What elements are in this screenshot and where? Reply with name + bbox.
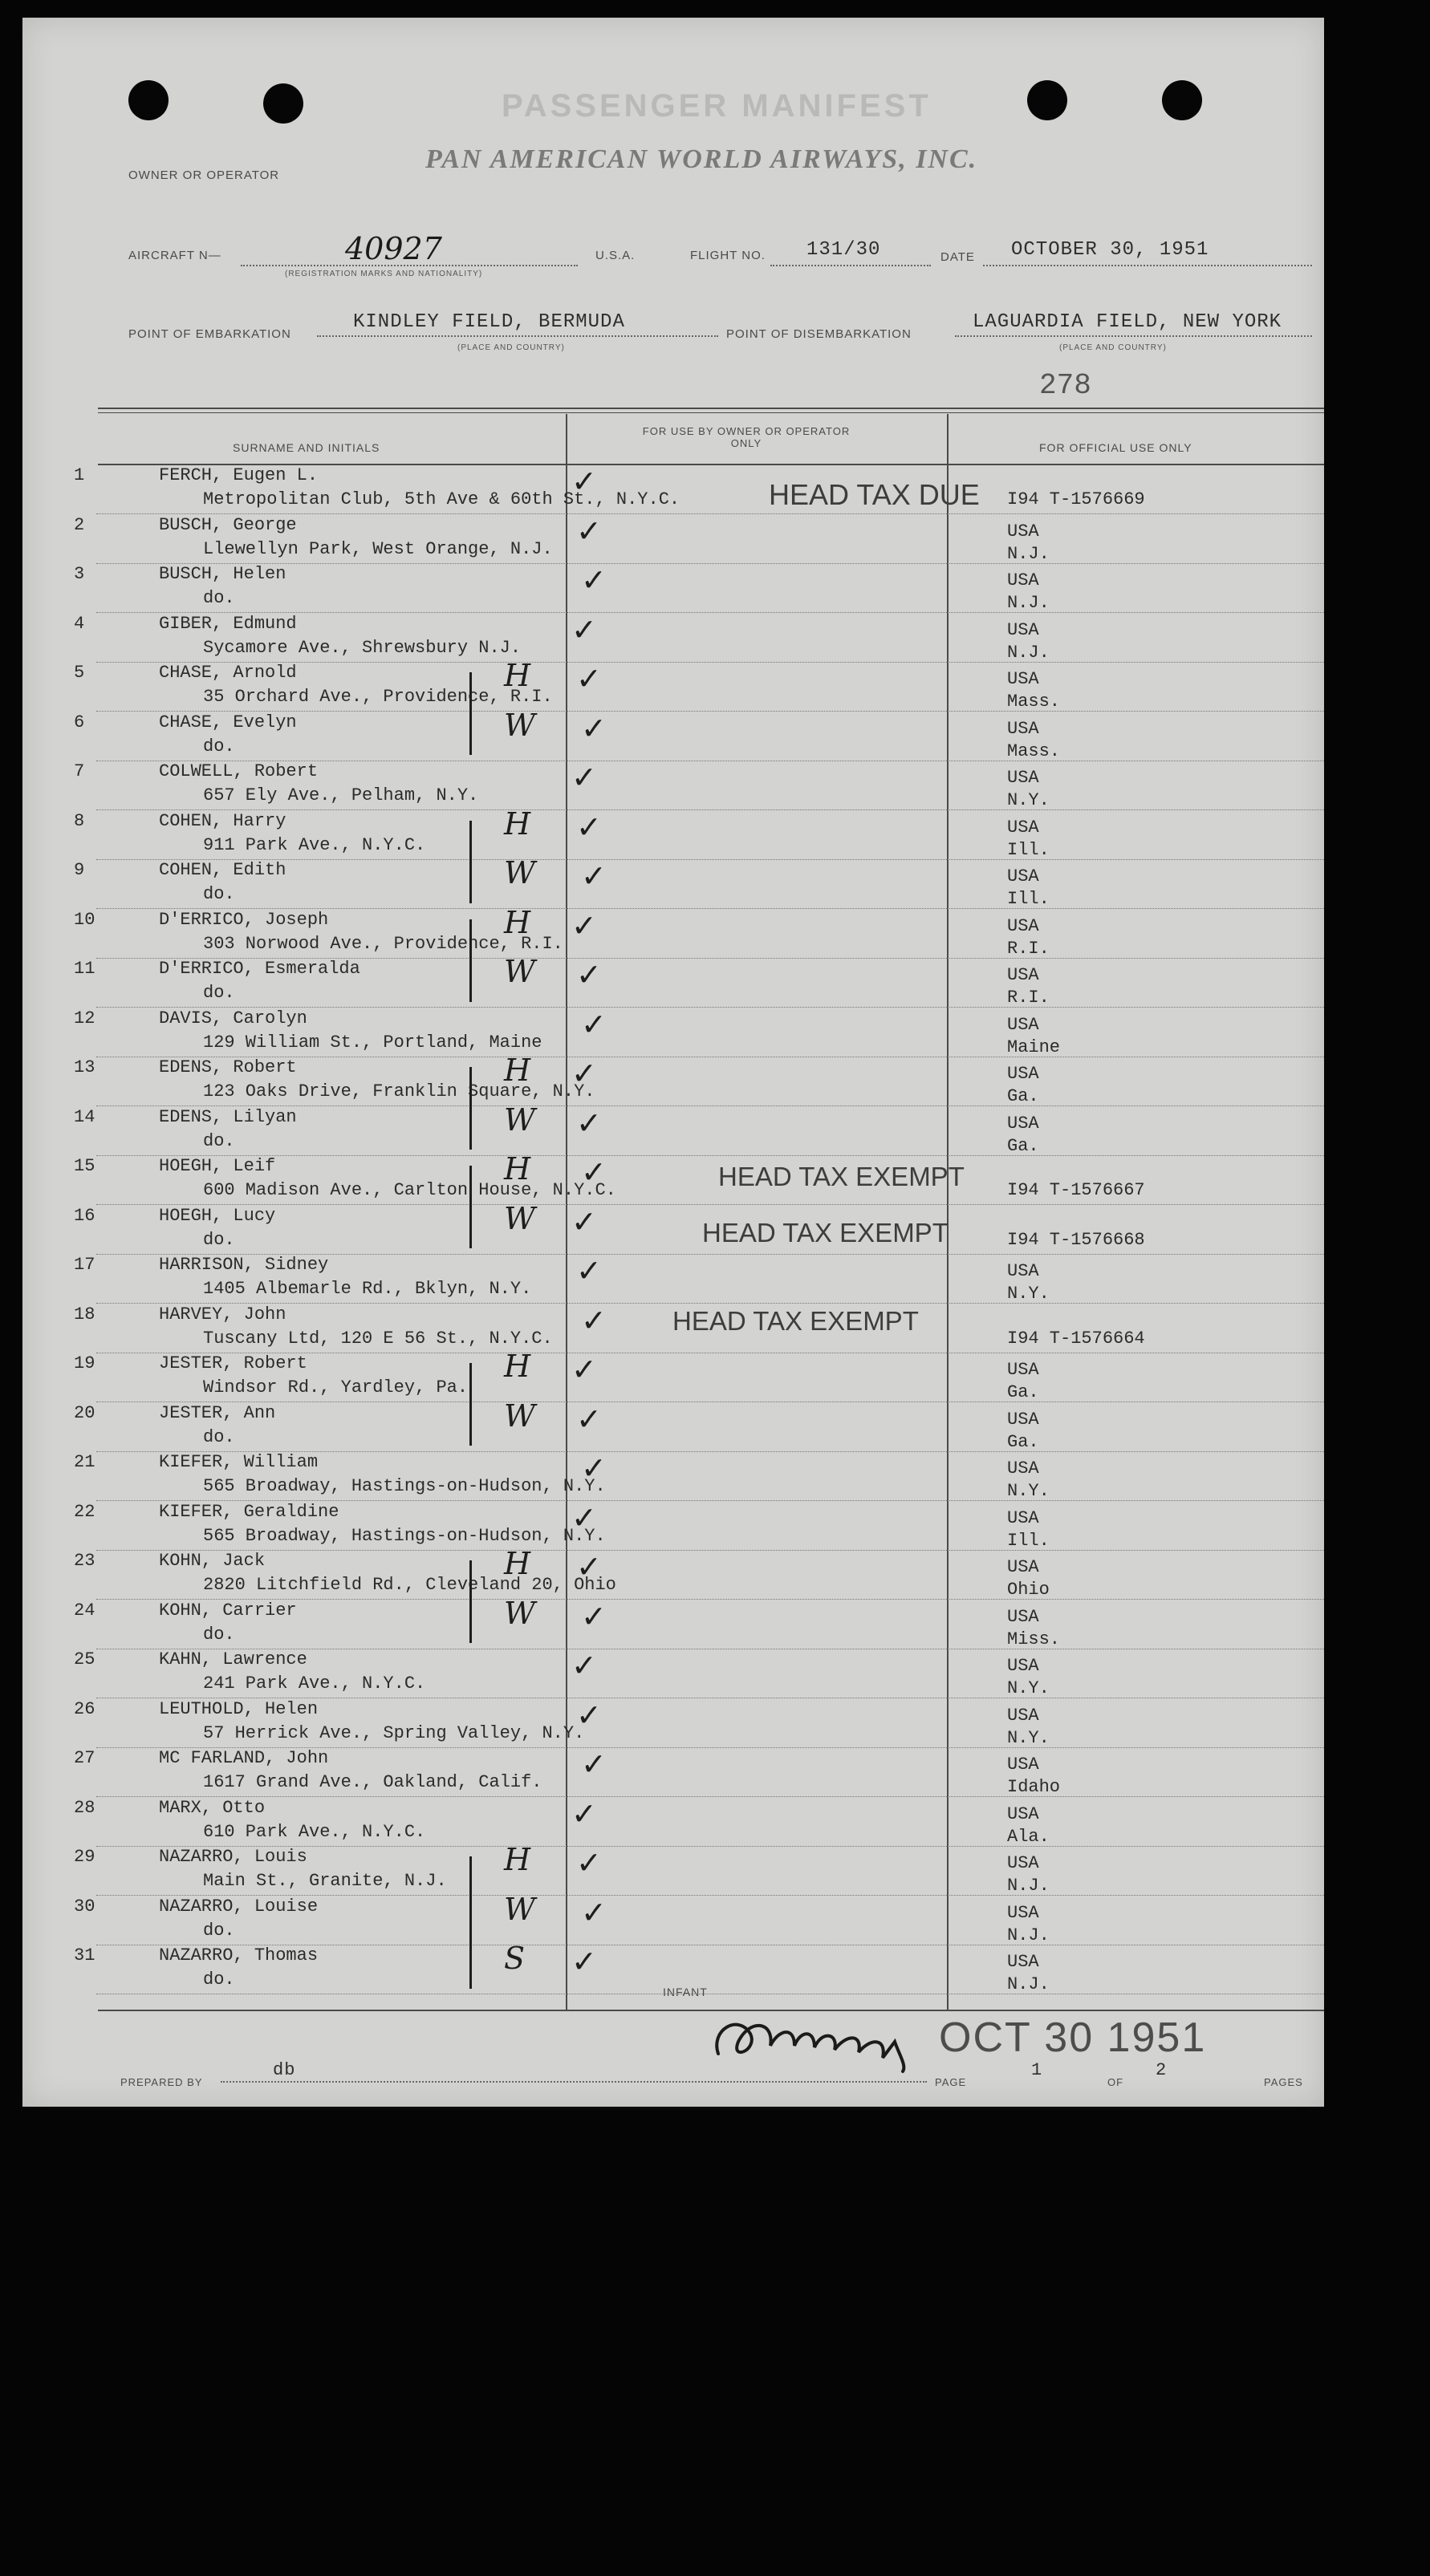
check-mark-icon: ✓ [581, 1894, 607, 1930]
row-number: 10 [74, 909, 95, 930]
passenger-name: LEUTHOLD, Helen [159, 1698, 319, 1719]
official-status: I94 T-1576669 [1007, 489, 1145, 509]
flight-label: FLIGHT NO. [690, 249, 766, 262]
aircraft-label: AIRCRAFT N— [128, 249, 221, 262]
disembarkation-label: POINT OF DISEMBARKATION [726, 327, 912, 341]
official-state: N.Y. [1007, 1284, 1050, 1304]
passenger-name: EDENS, Robert [159, 1057, 297, 1077]
passenger-address: 565 Broadway, Hastings-on-Hudson, N.Y. [203, 1525, 606, 1546]
official-status: USA [1007, 1705, 1039, 1726]
official-state: N.J. [1007, 543, 1050, 564]
official-status: USA [1007, 1360, 1039, 1380]
official-status: USA [1007, 1656, 1039, 1676]
punch-hole [1162, 80, 1202, 120]
passenger-address: 2820 Litchfield Rd., Cleveland 20, Ohio [203, 1575, 616, 1595]
head-tax-exempt-stamp-15: HEAD TAX EXEMPT [718, 1162, 965, 1191]
check-mark-icon: ✓ [581, 1006, 607, 1042]
passenger-address: do. [203, 884, 235, 904]
official-state: Ga. [1007, 1135, 1039, 1156]
embarkation-value: KINDLEY FIELD, BERMUDA [353, 311, 625, 333]
passenger-address: do. [203, 588, 235, 608]
row-number: 24 [74, 1600, 95, 1621]
check-mark-icon: ✓ [571, 907, 597, 943]
official-state: Ga. [1007, 1086, 1039, 1106]
official-state: Maine [1007, 1036, 1061, 1057]
passenger-address: do. [203, 1229, 235, 1250]
check-mark-icon: ✓ [581, 1154, 607, 1190]
official-state: N.J. [1007, 593, 1050, 613]
official-status: USA [1007, 1014, 1039, 1035]
sheet-number: 278 [1039, 369, 1091, 402]
check-mark-icon: ✓ [576, 661, 602, 696]
official-signature [706, 1998, 923, 2074]
passenger-name: HARVEY, John [159, 1304, 286, 1325]
punch-hole [263, 83, 303, 124]
owner-code-mark: W [504, 1398, 536, 1434]
family-bracket [469, 821, 472, 903]
row-number: 8 [74, 810, 85, 831]
embarkation-caption: (PLACE AND COUNTRY) [457, 343, 565, 352]
table-top-rule [98, 408, 1324, 409]
family-bracket [469, 919, 472, 1002]
owner-code-mark: W [504, 707, 536, 743]
row-number: 19 [74, 1353, 95, 1373]
passenger-name: JESTER, Robert [159, 1353, 307, 1373]
row-number: 22 [74, 1501, 95, 1522]
official-status: USA [1007, 1064, 1039, 1084]
official-state: N.J. [1007, 1925, 1050, 1945]
passenger-address: do. [203, 736, 235, 757]
flight-line [770, 265, 931, 266]
official-status: USA [1007, 1755, 1039, 1775]
prepared-value: db [273, 2060, 296, 2080]
official-status: I94 T-1576668 [1007, 1229, 1145, 1250]
official-state: Mass. [1007, 692, 1061, 712]
official-status: USA [1007, 1507, 1039, 1528]
passenger-name: MARX, Otto [159, 1797, 266, 1818]
official-state: Ill. [1007, 1530, 1050, 1551]
owner-code-mark: S [504, 1941, 526, 1976]
column-owner-use: FOR USE BY OWNER OR OPERATOR ONLY [642, 425, 851, 449]
check-mark-icon: ✓ [576, 1697, 602, 1733]
passenger-name: HARRISON, Sidney [159, 1255, 329, 1275]
date-label: DATE [940, 250, 975, 264]
date-line [983, 265, 1312, 266]
owner-code-mark: W [504, 855, 536, 890]
official-status: USA [1007, 521, 1039, 542]
company-name: PAN AMERICAN WORLD AIRWAYS, INC. [425, 144, 978, 174]
passenger-name: NAZARRO, Louise [159, 1896, 319, 1917]
family-bracket [469, 1856, 472, 1989]
row-number: 9 [74, 860, 85, 880]
col-divider-2 [947, 414, 949, 2010]
passenger-address: 565 Broadway, Hastings-on-Hudson, N.Y. [203, 1476, 606, 1496]
official-state: N.Y. [1007, 1481, 1050, 1501]
owner-code-mark: W [504, 954, 536, 989]
passenger-name: NAZARRO, Thomas [159, 1945, 319, 1965]
passenger-name: NAZARRO, Louis [159, 1847, 307, 1867]
passenger-address: 657 Ely Ave., Pelham, N.Y. [203, 785, 479, 805]
owner-code-mark: H [504, 1053, 531, 1088]
family-bracket [469, 1067, 472, 1150]
owner-code-mark: H [504, 805, 531, 842]
official-state: N.Y. [1007, 1727, 1050, 1748]
passenger-name: CHASE, Arnold [159, 663, 297, 683]
passenger-address: 911 Park Ave., N.Y.C. [203, 834, 426, 855]
passenger-name: CHASE, Evelyn [159, 712, 297, 732]
check-mark-icon: ✓ [571, 1352, 597, 1387]
row-number: 13 [74, 1057, 95, 1077]
official-state: Ga. [1007, 1431, 1039, 1452]
row-number: 29 [74, 1847, 95, 1867]
row-separator [96, 1155, 1324, 1156]
passenger-address: 610 Park Ave., N.Y.C. [203, 1821, 426, 1842]
passenger-name: DAVIS, Carolyn [159, 1008, 307, 1028]
head-tax-exempt-stamp-18: HEAD TAX EXEMPT [672, 1306, 919, 1336]
passenger-address: 600 Madison Ave., Carlton House, N.Y.C. [203, 1180, 616, 1200]
official-status: USA [1007, 669, 1039, 689]
passenger-address: Llewellyn Park, West Orange, N.J. [203, 538, 553, 559]
passenger-address: do. [203, 983, 235, 1003]
row-number: 16 [74, 1205, 95, 1226]
owner-code-mark: W [504, 1595, 536, 1631]
punch-hole [1027, 80, 1067, 120]
passenger-address: 35 Orchard Ave., Providence, R.I. [203, 687, 553, 707]
passenger-name: HOEGH, Lucy [159, 1205, 276, 1226]
passenger-name: KOHN, Jack [159, 1551, 266, 1571]
official-state: N.J. [1007, 642, 1050, 663]
passenger-address: 303 Norwood Ave., Providence, R.I. [203, 933, 563, 954]
passenger-name: D'ERRICO, Esmeralda [159, 959, 360, 979]
passenger-name: KIEFER, William [159, 1452, 319, 1472]
row-number: 23 [74, 1551, 95, 1571]
head-tax-due-stamp: HEAD TAX DUE [769, 478, 980, 511]
check-mark-icon: ✓ [571, 1944, 597, 1979]
head-tax-exempt-stamp-16: HEAD TAX EXEMPT [702, 1218, 949, 1247]
official-state: Ga. [1007, 1382, 1039, 1402]
official-status: USA [1007, 1803, 1039, 1824]
family-bracket [469, 1560, 472, 1643]
official-status: USA [1007, 768, 1039, 788]
official-status: USA [1007, 1952, 1039, 1972]
row-number: 20 [74, 1402, 95, 1423]
family-bracket [469, 1166, 472, 1248]
pages-label: PAGES [1264, 2076, 1303, 2088]
check-mark-icon: ✓ [571, 1203, 597, 1239]
passenger-name: D'ERRICO, Joseph [159, 909, 329, 930]
passenger-name: KIEFER, Geraldine [159, 1501, 339, 1522]
row-number: 6 [74, 712, 85, 732]
check-mark-icon: ✓ [581, 1598, 607, 1634]
passenger-name: COHEN, Harry [159, 810, 286, 831]
official-status: USA [1007, 1606, 1039, 1627]
row-number: 21 [74, 1452, 95, 1472]
check-mark-icon: ✓ [576, 809, 602, 845]
official-state: Ill. [1007, 839, 1050, 860]
prepared-label: PREPARED BY [120, 2076, 203, 2088]
check-mark-icon: ✓ [571, 464, 597, 499]
official-state: Ala. [1007, 1826, 1050, 1847]
disembarkation-value: LAGUARDIA FIELD, NEW YORK [973, 311, 1282, 333]
passenger-name: BUSCH, George [159, 514, 297, 535]
row-number: 31 [74, 1945, 95, 1965]
row-number: 17 [74, 1255, 95, 1275]
table-top-rule-2 [98, 412, 1324, 413]
family-bracket [469, 1363, 472, 1446]
embarkation-line [317, 335, 718, 337]
passenger-address: 1405 Albemarle Rd., Bklyn, N.Y. [203, 1279, 532, 1299]
check-mark-icon: ✓ [571, 1056, 597, 1091]
row-number: 11 [74, 959, 95, 979]
official-status: USA [1007, 1261, 1039, 1281]
check-mark-icon: ✓ [581, 710, 607, 746]
check-mark-icon: ✓ [581, 1746, 607, 1782]
date-received-stamp: OCT 30 1951 [939, 2014, 1207, 2061]
official-status: USA [1007, 817, 1039, 838]
flight-value: 131/30 [806, 239, 881, 261]
row-number: 30 [74, 1896, 95, 1917]
official-state: N.Y. [1007, 790, 1050, 810]
passenger-address: Metropolitan Club, 5th Ave & 60th St., N.Y.C. [203, 489, 680, 509]
official-state: Idaho [1007, 1777, 1061, 1797]
owner-code-mark: W [504, 1891, 536, 1927]
owner-code-mark: H [504, 1842, 531, 1877]
row-number: 2 [74, 514, 85, 535]
passenger-name: JESTER, Ann [159, 1402, 276, 1423]
aircraft-line [241, 265, 578, 266]
row-number: 25 [74, 1649, 95, 1669]
of-label: OF [1107, 2076, 1124, 2088]
passenger-name: HOEGH, Leif [159, 1156, 276, 1176]
of-value: 2 [1156, 2060, 1168, 2080]
passenger-name: BUSCH, Helen [159, 564, 286, 584]
row-number: 7 [74, 761, 85, 781]
owner-code-mark: H [504, 1546, 531, 1581]
row-number: 28 [74, 1797, 95, 1818]
owner-code-mark: H [504, 1349, 531, 1384]
official-state: Ill. [1007, 889, 1050, 909]
embarkation-label: POINT OF EMBARKATION [128, 327, 291, 341]
official-status: USA [1007, 915, 1039, 936]
registration-caption: (REGISTRATION MARKS AND NATIONALITY) [285, 270, 483, 278]
row-number: 1 [74, 465, 85, 485]
manifest-title: PASSENGER MANIFEST [502, 88, 932, 124]
official-state: R.I. [1007, 938, 1050, 959]
official-status: USA [1007, 570, 1039, 590]
owner-code-mark: W [504, 1200, 536, 1236]
row-number: 5 [74, 663, 85, 683]
official-status: I94 T-1576667 [1007, 1180, 1145, 1200]
passenger-address: do. [203, 1920, 235, 1941]
check-mark-icon: ✓ [576, 1253, 602, 1288]
owner-code-mark: H [504, 658, 531, 693]
official-state: Miss. [1007, 1629, 1061, 1649]
page-value: 1 [1031, 2060, 1043, 2080]
check-mark-icon: ✓ [581, 858, 607, 894]
passenger-name: KOHN, Carrier [159, 1600, 297, 1621]
passenger-address: do. [203, 1970, 235, 1990]
official-state: Mass. [1007, 740, 1061, 761]
official-status: USA [1007, 1902, 1039, 1923]
official-state: N.Y. [1007, 1678, 1050, 1698]
passenger-name: MC FARLAND, John [159, 1748, 329, 1768]
row-number: 4 [74, 613, 85, 634]
row-number: 14 [74, 1106, 95, 1127]
infant-label: INFANT [663, 1986, 708, 1998]
passenger-address: 123 Oaks Drive, Franklin Square, N.Y. [203, 1081, 595, 1101]
passenger-address: do. [203, 1426, 235, 1447]
row-number: 26 [74, 1698, 95, 1719]
passenger-name: GIBER, Edmund [159, 613, 297, 634]
row-number: 12 [74, 1008, 95, 1028]
official-status: USA [1007, 619, 1039, 640]
check-mark-icon: ✓ [571, 1499, 597, 1535]
row-separator [96, 1550, 1324, 1551]
official-status: USA [1007, 1409, 1039, 1430]
passenger-address: Sycamore Ave., Shrewsbury N.J. [203, 637, 522, 658]
official-status: USA [1007, 1113, 1039, 1134]
official-status: USA [1007, 965, 1039, 985]
official-state: Ohio [1007, 1580, 1050, 1600]
passenger-address: 1617 Grand Ave., Oakland, Calif. [203, 1772, 542, 1792]
official-status: USA [1007, 718, 1039, 739]
passenger-name: FERCH, Eugen L. [159, 465, 319, 485]
owner-code-mark: H [504, 904, 531, 940]
check-mark-icon: ✓ [576, 513, 602, 549]
prepared-line [221, 2081, 927, 2083]
official-status: USA [1007, 866, 1039, 886]
passenger-address: Main St., Granite, N.J. [203, 1871, 447, 1891]
passenger-name: EDENS, Lilyan [159, 1106, 297, 1127]
check-mark-icon: ✓ [571, 1648, 597, 1683]
passenger-address: do. [203, 1624, 235, 1645]
row-separator [96, 1796, 1324, 1797]
official-status: USA [1007, 1458, 1039, 1479]
page-label: PAGE [935, 2076, 967, 2088]
row-separator [96, 1204, 1324, 1205]
owner-code-mark: H [504, 1151, 531, 1187]
passenger-name: COHEN, Edith [159, 860, 286, 880]
check-mark-icon: ✓ [576, 1105, 602, 1141]
owner-code-mark: W [504, 1101, 536, 1138]
usa-label: U.S.A. [595, 249, 636, 262]
row-number: 3 [74, 564, 85, 584]
official-state: N.J. [1007, 1974, 1050, 1994]
col-divider-1 [566, 414, 567, 2010]
punch-hole [128, 80, 169, 120]
passenger-name: KAHN, Lawrence [159, 1649, 307, 1669]
check-mark-icon: ✓ [576, 1845, 602, 1880]
check-mark-icon: ✓ [576, 1401, 602, 1437]
row-number: 18 [74, 1304, 95, 1325]
passenger-address: 57 Herrick Ave., Spring Valley, N.Y. [203, 1722, 585, 1743]
check-mark-icon: ✓ [571, 611, 597, 647]
official-status: USA [1007, 1853, 1039, 1873]
check-mark-icon: ✓ [581, 562, 607, 598]
aircraft-value: 40927 [345, 231, 442, 266]
row-number: 15 [74, 1156, 95, 1176]
passenger-address: Windsor Rd., Yardley, Pa. [203, 1377, 469, 1398]
official-state: R.I. [1007, 988, 1050, 1008]
owner-label: OWNER OR OPERATOR [128, 168, 280, 182]
passenger-name: COLWELL, Robert [159, 761, 319, 781]
check-mark-icon: ✓ [581, 1450, 607, 1486]
column-surname: SURNAME AND INITIALS [233, 441, 380, 454]
check-mark-icon: ✓ [576, 957, 602, 992]
family-bracket [469, 672, 472, 755]
check-mark-icon: ✓ [571, 760, 597, 795]
row-number: 27 [74, 1748, 95, 1768]
check-mark-icon: ✓ [571, 1795, 597, 1832]
passenger-address: do. [203, 1130, 235, 1151]
disembarkation-line [955, 335, 1312, 337]
disembarkation-caption: (PLACE AND COUNTRY) [1059, 343, 1167, 352]
check-mark-icon: ✓ [581, 1302, 607, 1338]
official-status: I94 T-1576664 [1007, 1328, 1145, 1349]
official-status: USA [1007, 1557, 1039, 1577]
passenger-address: 129 William St., Portland, Maine [203, 1032, 542, 1053]
check-mark-icon: ✓ [576, 1549, 602, 1584]
date-value: OCTOBER 30, 1951 [1011, 239, 1209, 261]
passenger-address: 241 Park Ave., N.Y.C. [203, 1673, 426, 1694]
column-official-use: FOR OFFICIAL USE ONLY [1039, 441, 1192, 454]
official-state: N.J. [1007, 1876, 1050, 1896]
passenger-address: Tuscany Ltd, 120 E 56 St., N.Y.C. [203, 1328, 553, 1349]
